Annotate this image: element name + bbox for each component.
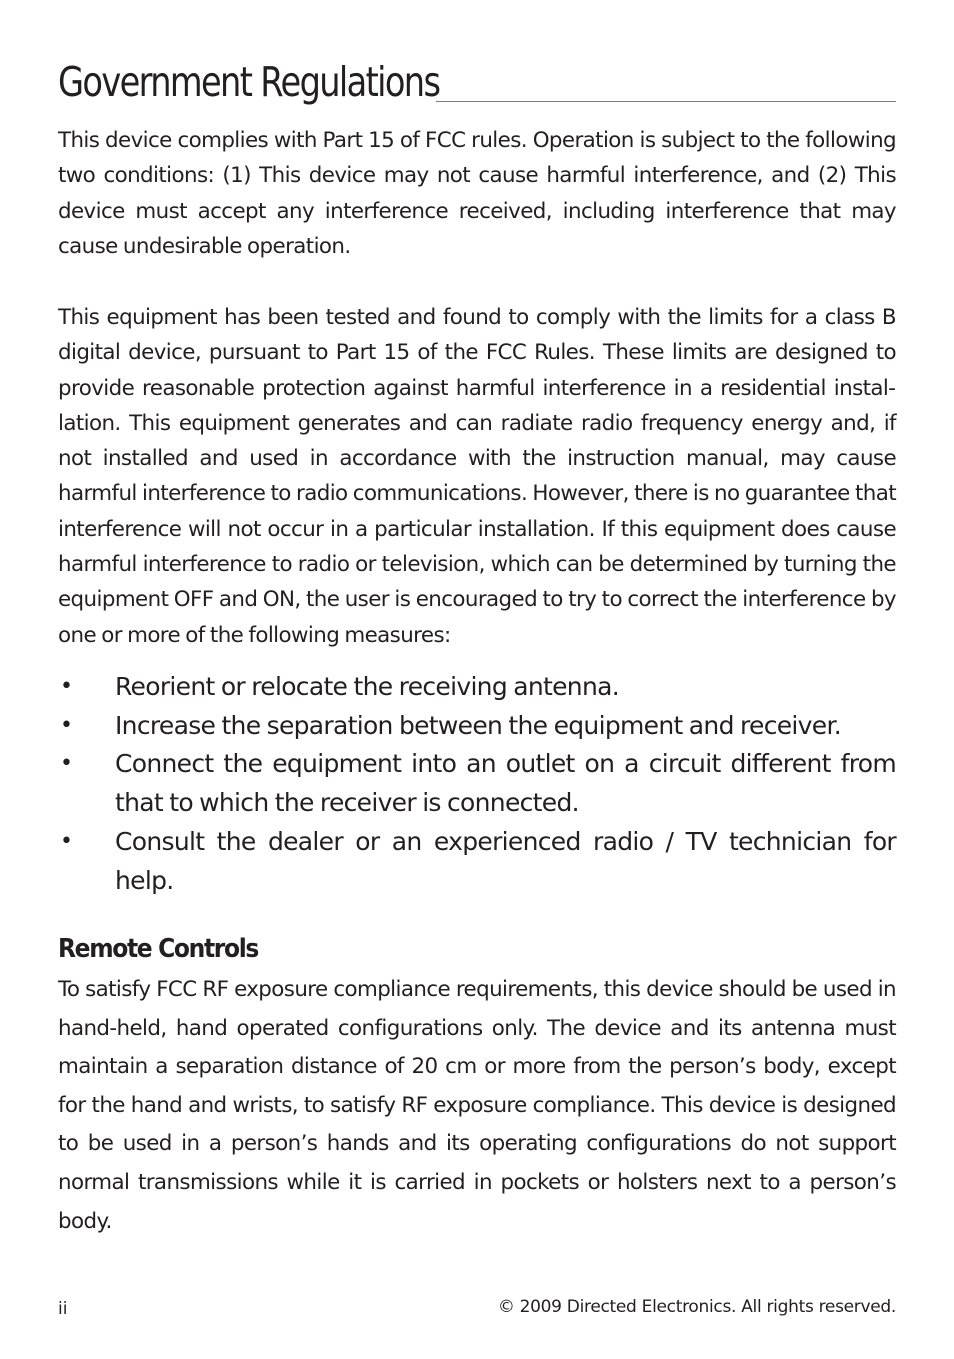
- bullet-icon: •: [60, 828, 73, 854]
- title-row: [58, 52, 896, 104]
- title-rule: [436, 101, 896, 102]
- remote-controls-paragraph: To satisfy FCC RF exposure compliance requirements, this device should be used in hand-held, hand operated configurations only. The device and its antenna must maintain a separation distance of 20 cm or more from the person’s body, except for the hand and wrists, to satisfy RF exposure compliance. This device is designed to be used in a person’s hands and its operating configurations do not support normal transmissions while it is carried in pockets or holsters next to a person’s body.: [58, 977, 896, 1234]
- bullet-icon: •: [60, 674, 73, 699]
- class-b-paragraph: This equipment has been tested and found to comply with the limits for a class B digital device, pursuant to Part 15 of the FCC Rules. These limits are designed to provide reasonable protection against harmful interference in a residential installation. This equipment generates and can radiate radio frequency energy and, if not installed and used in accordance with the instruction manual, may cause harmful interference to radio communications. However, there is no guarantee that interference will not occur in a particular installation. If this equipment does cause harmful interference to radio or television, which can be determined by turning the equipment OFF and ON, the user is encouraged to try to correct the interference by one or more of the following measures:: [58, 305, 896, 648]
- page-number: ii: [58, 1299, 68, 1319]
- list-item: [58, 668, 896, 707]
- page-title: Government Regulations: [58, 58, 440, 106]
- measure-text: Connect the equipment into an outlet on a circuit different from that to which the receiver is connected.: [115, 749, 896, 818]
- measure-text: Consult the dealer or an experienced radio / TV technician for help.: [115, 826, 896, 895]
- measures-list: [58, 668, 896, 900]
- remote-controls-heading: Remote Controls: [58, 934, 258, 964]
- measure-text: Reorient or relocate the receiving antenna.: [115, 672, 619, 701]
- list-item: [58, 707, 896, 746]
- list-item: [58, 745, 896, 822]
- list-item: [58, 823, 896, 900]
- copyright-notice: © 2009 Directed Electronics. All rights reserved.: [497, 1297, 896, 1317]
- measure-text: Increase the separation between the equipment and receiver.: [115, 710, 841, 740]
- fcc-compliance-paragraph: This device complies with Part 15 of FCC rules. Operation is subject to the following two conditions: (1) This device may not cause harmful interference, and (2) This device must accept any interference received, including interference that may cause undesirable operation.: [58, 128, 896, 259]
- bullet-icon: •: [60, 751, 73, 777]
- bullet-icon: •: [60, 712, 73, 738]
- document-page: [58, 0, 896, 1359]
